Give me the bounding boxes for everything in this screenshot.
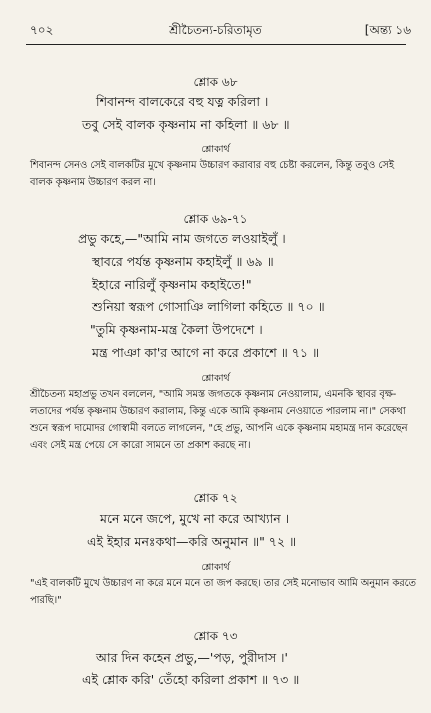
verse-line: মন্ত্র পাঞা কা'র আগে না করে প্রকাশে ॥ ৭১ ॥ bbox=[92, 345, 320, 360]
translation-label: শ্লোকার্থ bbox=[201, 373, 230, 384]
page-title: শ্রীচৈতন্য-চরিতামৃত bbox=[169, 23, 262, 37]
chapter-reference: [অন্ত্য ১৬ bbox=[364, 23, 411, 37]
verse-line: শিবানন্দ বালকেরে বহু যত্ন করিলা । bbox=[96, 94, 269, 109]
verse-heading: শ্লোক ৬৯-৭১ bbox=[183, 212, 248, 226]
header-divider bbox=[26, 44, 406, 45]
verse-line: তবু সেই বালক কৃষ্ণনাম না কহিলা ॥ ৬৮ ॥ bbox=[82, 117, 290, 132]
verse-line: শুনিয়া স্বরূপ গোসাঞি লাগিলা কহিতে ॥ ৭০ ॥ bbox=[92, 299, 325, 314]
verse-line: মনে মনে জপে, মুখে না করে আখ্যান । bbox=[100, 511, 290, 526]
verse-heading: শ্লোক ৬৮ bbox=[193, 75, 238, 89]
translation-text: শিবানন্দ সেনও সেই বালকটির মুখে কৃষ্ণনাম উচ্চারণ করাবার বহু চেষ্টা করলেন, কিন্তু তবুও সেই বালক কৃষ্ণনাম উচ্চারণ করল না। bbox=[30, 160, 394, 188]
verse-line: প্রভু কহে,—"আমি নাম জগতে লওয়াইলুঁ । bbox=[78, 231, 286, 246]
translation-label: শ্লোকার্থ bbox=[201, 144, 230, 155]
verse-line: ইহারে নারিলুঁ কৃষ্ণনাম কহাইতে!" bbox=[92, 277, 252, 292]
verse-line: "তুমি কৃষ্ণনাম-মন্ত্র কৈলা উপদেশে । bbox=[90, 322, 263, 337]
verse-heading: শ্লোক ৭৩ bbox=[193, 629, 238, 643]
verse-line: আর দিন কহেন প্রভু,—'পড়, পুরীদাস ।' bbox=[96, 650, 288, 665]
verse-line: স্থাবরে পর্যন্ত কৃষ্ণনাম কহাইলুঁ ॥ ৬৯ ॥ bbox=[92, 254, 274, 269]
verse-line: এই শ্লোক করি' তেঁহো করিলা প্রকাশ ॥ ৭৩ ॥ bbox=[82, 672, 300, 687]
translation-text: "এই বালকটি মুখে উচ্চারণ না করে মনে মনে তা জপ করছে। তার সেই মনোভাব আমি অনুমান করতে পারছি।" bbox=[30, 578, 416, 606]
verse-line: এই ইহার মনঃকথা—করি অনুমান ॥" ৭২ ॥ bbox=[87, 534, 297, 549]
verse-heading: শ্লোক ৭২ bbox=[193, 491, 238, 505]
translation-text: শ্রীচৈতন্য মহাপ্রভু তখন বললেন, "আমি সমস্ত জগতকে কৃষ্ণনাম নেওয়ালাম, এমনকি স্থাবর বৃক্ষ-লতাদের পর্যন্ত কৃষ্ণনাম উচ্চারণ করালাম, কিন্তু একে আমি কৃষ্ণনাম নেওয়াতে পারলাম না।" সেকথা শুনে স্বরূপ দামোদর গোস্বামী বলতে লাগলেন, "হে প্রভু, আপনি একে কৃষ্ণনাম মহামন্ত্র দান করেছেন এবং সেই মন্ত্র পেয়ে সে কারো সামনে তা প্রকাশ করছে না। bbox=[30, 389, 408, 451]
translation-label: শ্লোকার্থ bbox=[201, 562, 230, 573]
page-number: ৭০২ bbox=[30, 23, 54, 37]
